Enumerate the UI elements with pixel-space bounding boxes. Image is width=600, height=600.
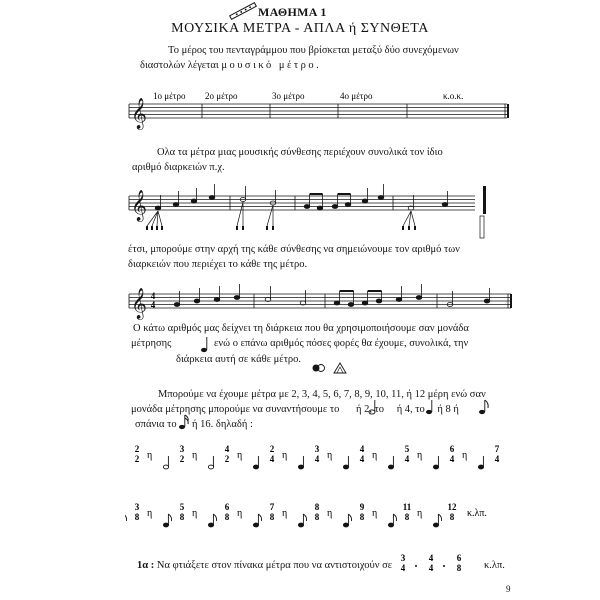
timesig-rows bbox=[125, 430, 525, 550]
units-line-2: μονάδα μέτρησης μπορούμε να συναντήσουμε το ή 2, το ή 4, το ή 8 ή bbox=[131, 404, 459, 415]
exercise-timesig-bottom: 8 bbox=[456, 563, 462, 573]
row2-timesig-bottom: 8 bbox=[179, 512, 185, 522]
mark-line-1: έτσι, μπορούμε στην αρχή της κάθε σύνθεσης να σημειώνουμε τον αριθμό των bbox=[128, 244, 460, 255]
row2-suffix: κ.λπ. bbox=[467, 508, 487, 519]
duration-staff bbox=[125, 180, 520, 240]
eighth-note-icon bbox=[478, 399, 490, 417]
page-number: 9 bbox=[506, 584, 511, 594]
row1-timesig-bottom: 4 bbox=[404, 454, 410, 464]
chapter-title: ΜΟΥΣΙΚΑ ΜΕΤΡΑ - ΑΠΛΑ ή ΣΥΝΘΕΤΑ bbox=[171, 21, 429, 36]
duration-line-2: αριθμό διαρκειών π.χ. bbox=[132, 162, 225, 173]
row1-timesig-top: 4 bbox=[359, 444, 365, 454]
or-connector: η bbox=[417, 450, 423, 461]
row1-timesig-bottom: 2 bbox=[134, 454, 140, 464]
measure-staff bbox=[125, 86, 520, 132]
row1-timesig-bottom: 4 bbox=[314, 454, 320, 464]
row1-timesig-bottom: 4 bbox=[269, 454, 275, 464]
row1-timesig-top: 6 bbox=[449, 444, 455, 454]
timesig-top: 4 bbox=[150, 291, 156, 301]
row1-timesig-top: 7 bbox=[494, 444, 500, 454]
unit-note-icon bbox=[253, 514, 261, 527]
flute-icon bbox=[228, 1, 258, 21]
or-connector: η bbox=[462, 450, 468, 461]
quarter-unit-icon bbox=[425, 399, 435, 417]
staff-label-1: 1ο μέτρο bbox=[153, 91, 186, 101]
exercise-timesig-top: 3 bbox=[400, 553, 406, 563]
row2-timesig-top: 7 bbox=[269, 502, 275, 512]
units-line-3a: σπάνια το bbox=[135, 419, 177, 430]
exercise-line bbox=[137, 559, 392, 573]
unit-note-icon bbox=[433, 514, 441, 527]
row1-timesig-bottom: 2 bbox=[224, 454, 230, 464]
row1-timesig-bottom: 4 bbox=[359, 454, 365, 464]
or-connector: η bbox=[417, 508, 423, 519]
staff-label-5: κ.ο.κ. bbox=[443, 91, 464, 101]
row2-timesig-bottom: 8 bbox=[359, 512, 365, 522]
exercise-text: Να φτιάξετε στον πίνακα μέτρα που να αντιστοιχούν σε bbox=[156, 560, 393, 571]
timesig-staff bbox=[125, 282, 520, 322]
row1-timesig-top: 5 bbox=[404, 444, 410, 454]
unit-note-icon bbox=[388, 456, 393, 469]
duration-line-1: Ολα τα μέτρα μιας μουσικής σύνθεσης περιέχουν συνολικά τον ίδιο bbox=[157, 147, 443, 158]
row2-timesig-top: 12 bbox=[447, 502, 457, 512]
timesig-bottom: 4 bbox=[150, 300, 156, 310]
lower-line-2a: μέτρησης bbox=[131, 338, 172, 349]
exercise-signatures bbox=[395, 549, 485, 579]
unit-note-icon bbox=[163, 514, 171, 527]
row2-timesig-bottom: 8 bbox=[269, 512, 275, 522]
row2-timesig-bottom: 8 bbox=[314, 512, 320, 522]
row1-timesig-bottom: 4 bbox=[494, 454, 500, 464]
row1-timesig-bottom: 2 bbox=[179, 454, 185, 464]
units-line-3b: ή 16. δηλαδή : bbox=[192, 419, 253, 430]
exercise-label: 1α : bbox=[137, 560, 155, 571]
row1-timesig-bottom: 4 bbox=[449, 454, 455, 464]
or-connector: η bbox=[147, 508, 153, 519]
lesson-label: ΜΑΘΗΜΑ 1 bbox=[258, 5, 327, 19]
staff-label-2: 2ο μέτρο bbox=[205, 91, 238, 101]
or-connector: η bbox=[192, 450, 198, 461]
exercise-timesig-bottom: 4 bbox=[428, 563, 434, 573]
row2-timesig-top: 9 bbox=[359, 502, 365, 512]
row2-timesig-bottom: 8 bbox=[449, 512, 455, 522]
mark-line-2: διαρκειών που περιέχει το κάθε της μέτρο. bbox=[128, 259, 308, 270]
row1-timesig-top: 2 bbox=[269, 444, 275, 454]
row2-timesig-top: 8 bbox=[314, 502, 320, 512]
row2-timesig-bottom: 8 bbox=[224, 512, 230, 522]
lower-line-1: Ο κάτω αριθμός μας δείχνει τη διάρκεια που θα χρησιμοποιήσουμε σαν μονάδα bbox=[133, 323, 469, 334]
or-connector: η bbox=[282, 508, 288, 519]
measure-line-2: διαστολών λέγεται μουσικό μέτρο. bbox=[140, 60, 322, 71]
measure-term: μουσικό μέτρο. bbox=[221, 60, 322, 71]
or-connector: η bbox=[372, 450, 378, 461]
unit-note-icon bbox=[208, 514, 216, 527]
unit-note-icon bbox=[298, 514, 306, 527]
unit-note-icon bbox=[343, 456, 348, 469]
or-connector: η bbox=[237, 508, 243, 519]
separator-dot bbox=[415, 565, 417, 567]
lower-line-2b: ενώ ο επάνω αριθμός πόσες φορές θα έχουμε, συνολικά, την bbox=[214, 338, 469, 349]
units-line-1: Μπορούμε να έχουμε μέτρα με 2, 3, 4, 5, 6, 7, 8, 9, 10, 11, ή 12 μέρη ενώ σαν bbox=[158, 389, 486, 400]
staff-label-4: 4ο μέτρο bbox=[340, 91, 373, 101]
separator-dot bbox=[443, 565, 445, 567]
or-connector: η bbox=[237, 450, 243, 461]
unit-note-icon bbox=[388, 514, 396, 527]
measure-line-1: Το μέρος του πενταγράμμου που βρίσκεται μεταξύ δύο συνεχόμενων bbox=[168, 45, 459, 56]
row2-timesig-top: 3 bbox=[134, 502, 140, 512]
unit-note-icon bbox=[478, 456, 483, 469]
or-connector: η bbox=[327, 450, 333, 461]
tied-notes-icon bbox=[312, 362, 348, 374]
half-note-icon bbox=[368, 399, 378, 417]
staff-label-3: 3ο μέτρο bbox=[272, 91, 305, 101]
or-connector: η bbox=[327, 508, 333, 519]
row2-timesig-bottom: 8 bbox=[404, 512, 410, 522]
unit-note-icon bbox=[163, 456, 168, 469]
row1-timesig-top: 3 bbox=[179, 444, 185, 454]
unit-note-icon bbox=[343, 514, 351, 527]
lower-line-3: διάρκεια αυτή σε κάθε μέτρο. bbox=[176, 354, 302, 365]
or-connector: η bbox=[147, 450, 153, 461]
row1-timesig-top: 3 bbox=[314, 444, 320, 454]
or-connector: η bbox=[192, 508, 198, 519]
unit-note-icon bbox=[125, 514, 127, 527]
svg-text:𝄞: 𝄞 bbox=[131, 288, 147, 319]
row1-timesig-top: 4 bbox=[224, 444, 230, 454]
row2-timesig-bottom: 8 bbox=[134, 512, 140, 522]
or-connector: η bbox=[372, 508, 378, 519]
or-connector: η bbox=[282, 450, 288, 461]
svg-text:𝄞: 𝄞 bbox=[131, 190, 147, 221]
unit-note-icon bbox=[253, 456, 258, 469]
row2-timesig-top: 6 bbox=[224, 502, 230, 512]
exercise-suffix: κ.λπ. bbox=[484, 560, 505, 571]
exercise-timesig-top: 6 bbox=[456, 553, 462, 563]
exercise-timesig-bottom: 4 bbox=[400, 563, 406, 573]
row2-timesig-top: 5 bbox=[179, 502, 185, 512]
unit-note-icon bbox=[433, 456, 438, 469]
svg-text:𝄞: 𝄞 bbox=[131, 98, 147, 129]
unit-note-icon bbox=[298, 456, 303, 469]
exercise-timesig-top: 4 bbox=[428, 553, 434, 563]
quarter-note-icon bbox=[200, 336, 210, 354]
row2-timesig-top: 11 bbox=[402, 502, 412, 512]
row1-timesig-top: 2 bbox=[134, 444, 140, 454]
unit-note-icon bbox=[208, 456, 213, 469]
